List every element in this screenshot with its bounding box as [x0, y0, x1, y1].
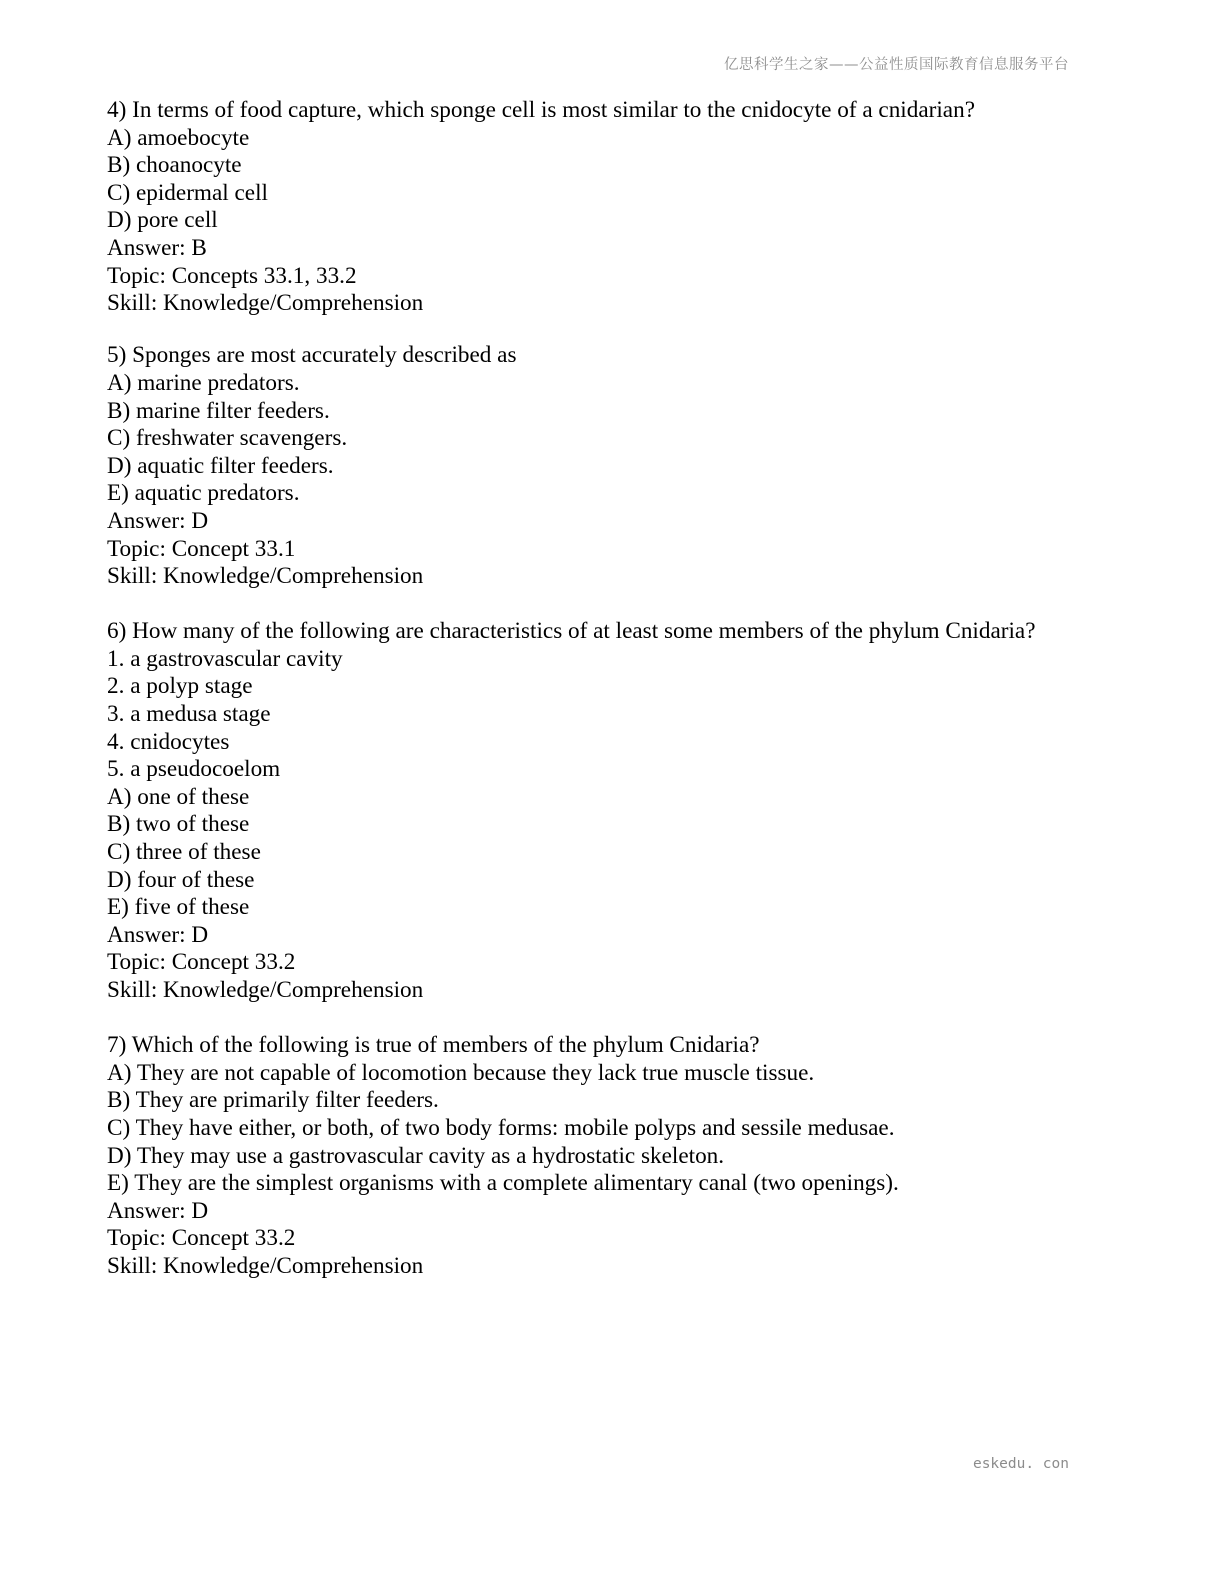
answer-option-a: A) one of these [107, 783, 250, 810]
characteristic-item-2: 2. a polyp stage [107, 673, 253, 700]
skill-line: Skill: Knowledge/Comprehension [107, 1252, 424, 1279]
answer-option-c: C) three of these [107, 839, 261, 866]
answer-option-e: E) five of these [107, 894, 250, 921]
answer-option-a: A) amoebocyte [107, 124, 250, 151]
characteristic-item-5: 5. a pseudocoelom [107, 756, 281, 783]
question-7 [107, 1032, 1117, 1280]
answer-option-c: C) epidermal cell [107, 179, 268, 206]
answer-option-d: D) pore cell [107, 207, 218, 234]
answer-option-e: E) They are the simplest organisms with a complete alimentary canal (two openings). [107, 1170, 899, 1197]
characteristic-item-3: 3. a medusa stage [107, 701, 271, 728]
question-4 [107, 97, 1117, 318]
question-5 [107, 342, 1117, 590]
question-stem: 7) Which of the following is true of members of the phylum Cnidaria? [107, 1032, 760, 1059]
question-6 [107, 618, 1117, 1004]
answer-option-a: A) marine predators. [107, 369, 300, 396]
answer-option-b: B) marine filter feeders. [107, 397, 330, 424]
question-stem: 6) How many of the following are characteristics of at least some members of the phylum Cnidaria? [107, 618, 1036, 645]
answer-option-b: B) They are primarily filter feeders. [107, 1087, 439, 1114]
answer-option-c: C) They have either, or both, of two body forms: mobile polyps and sessile medusae. [107, 1114, 895, 1141]
answer-option-d: D) four of these [107, 866, 255, 893]
answer-option-e: E) aquatic predators. [107, 480, 300, 507]
topic-line: Topic: Concepts 33.1, 33.2 [107, 262, 357, 289]
topic-line: Topic: Concept 33.2 [107, 949, 296, 976]
answer-option-a: A) They are not capable of locomotion because they lack true muscle tissue. [107, 1059, 815, 1086]
question-list [107, 97, 1117, 1281]
answer-option-d: D) They may use a gastrovascular cavity as a hydrostatic skeleton. [107, 1142, 725, 1169]
skill-line: Skill: Knowledge/Comprehension [107, 290, 424, 317]
footer-site-url: eskedu. con [972, 1456, 1069, 1472]
answer-option-b: B) two of these [107, 811, 250, 838]
answer-key: Answer: D [107, 1197, 209, 1224]
characteristic-item-1: 1. a gastrovascular cavity [107, 645, 343, 672]
answer-option-c: C) freshwater scavengers. [107, 425, 348, 452]
topic-line: Topic: Concept 33.2 [107, 1225, 296, 1252]
topic-line: Topic: Concept 33.1 [107, 535, 296, 562]
skill-line: Skill: Knowledge/Comprehension [107, 977, 424, 1003]
question-stem: 4) In terms of food capture, which sponge cell is most similar to the cnidocyte of a cnidarian? [107, 97, 975, 123]
answer-key: Answer: B [107, 234, 207, 261]
answer-key: Answer: D [107, 507, 209, 534]
characteristic-item-4: 4. cnidocytes [107, 728, 230, 755]
answer-key: Answer: D [107, 921, 209, 948]
skill-line: Skill: Knowledge/Comprehension [107, 563, 424, 590]
answer-option-b: B) choanocyte [107, 152, 242, 179]
answer-option-d: D) aquatic filter feeders. [107, 452, 334, 479]
header-site-note: 亿思科学生之家——公益性质国际教育信息服务平台 [724, 57, 1069, 73]
question-stem: 5) Sponges are most accurately described as [107, 342, 517, 369]
